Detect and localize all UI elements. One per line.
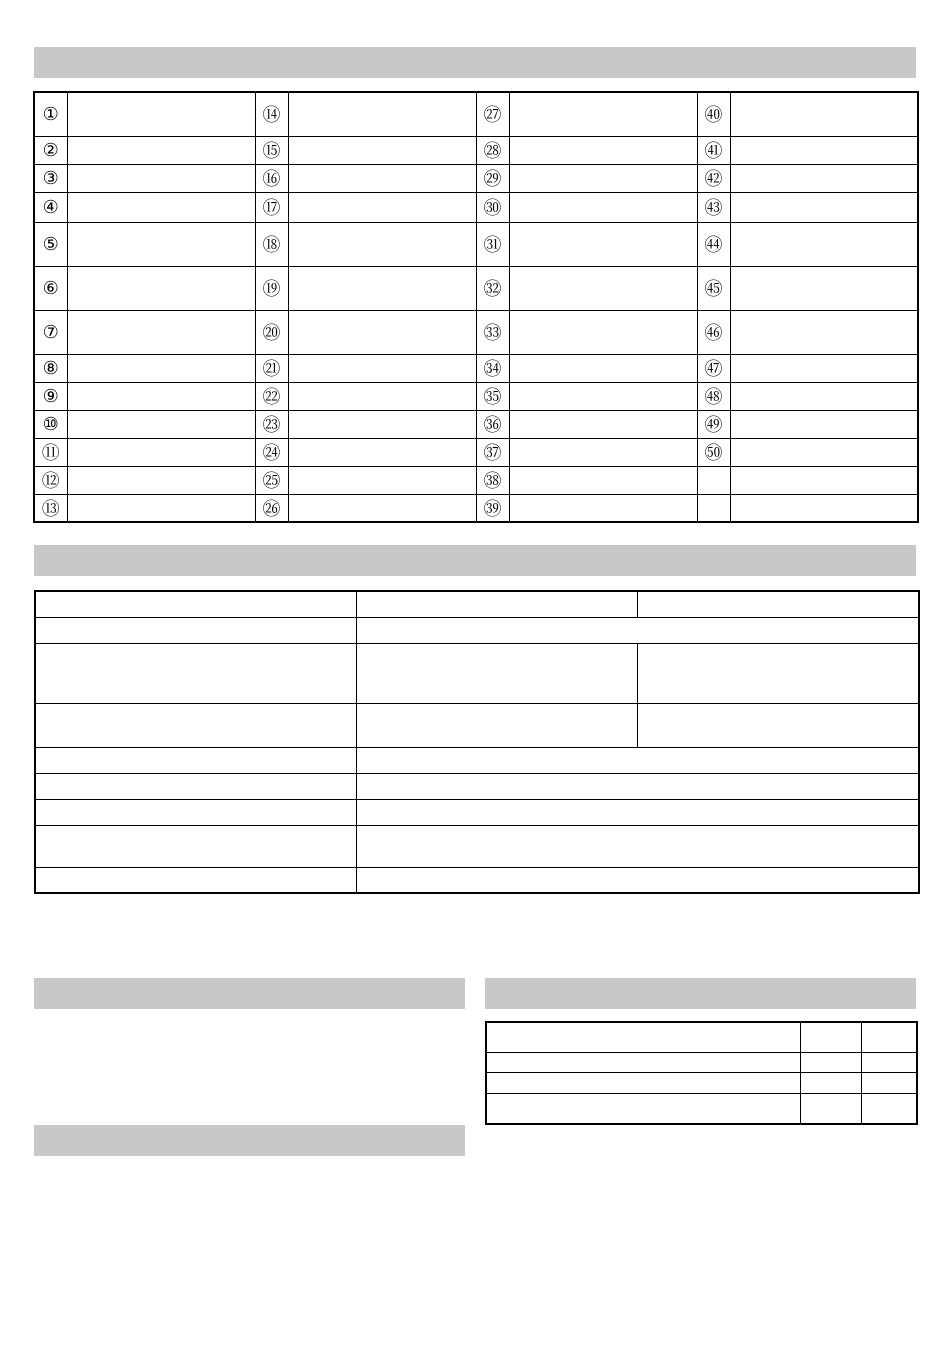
part-description (509, 222, 697, 266)
part-description (67, 192, 255, 222)
part-number: ㉟ (476, 382, 509, 410)
right-section-header-bar (485, 978, 916, 1009)
specifications-table (34, 590, 920, 894)
part-description (288, 494, 476, 522)
spec-label-cell (35, 867, 356, 893)
part-number: ⑥ (34, 266, 67, 310)
part-number: ㉜ (476, 266, 509, 310)
part-number: ㉘ (476, 136, 509, 164)
parts-list-row (34, 92, 918, 136)
part-number: ㊹ (697, 222, 730, 266)
spec-value-cell (356, 617, 919, 643)
small-table-cell (861, 1022, 917, 1053)
small-table-cell (861, 1093, 917, 1124)
part-number: ㊺ (697, 266, 730, 310)
small-table-cell (800, 1093, 861, 1124)
parts-list-header-bar (34, 47, 916, 78)
part-description (67, 222, 255, 266)
part-description (730, 92, 918, 136)
spec-row (35, 799, 919, 825)
spec-label-cell (35, 703, 356, 747)
spec-label-cell (35, 591, 356, 617)
spec-value-cell (356, 591, 637, 617)
spec-label-cell (35, 617, 356, 643)
spec-row (35, 773, 919, 799)
left-lower-section-header-bar (34, 1125, 465, 1156)
small-table-cell (486, 1073, 800, 1093)
part-number: ⑰ (255, 192, 288, 222)
parts-list-row (34, 136, 918, 164)
small-table-cell (861, 1073, 917, 1093)
part-description (509, 382, 697, 410)
parts-list-row (34, 466, 918, 494)
spec-row (35, 867, 919, 893)
spec-value-cell (356, 643, 637, 703)
small-table-cell (486, 1093, 800, 1124)
part-number: ㊾ (697, 410, 730, 438)
spec-row (35, 825, 919, 867)
part-number (697, 494, 730, 522)
part-number: ㉗ (476, 92, 509, 136)
part-description (67, 494, 255, 522)
part-number: ㉔ (255, 438, 288, 466)
part-number: ㉝ (476, 310, 509, 354)
parts-list-row (34, 192, 918, 222)
part-description (288, 222, 476, 266)
parts-list-row (34, 382, 918, 410)
part-description (288, 92, 476, 136)
part-description (67, 164, 255, 192)
part-description (67, 382, 255, 410)
part-number: ㊸ (697, 192, 730, 222)
part-number: ⑲ (255, 266, 288, 310)
part-description (509, 354, 697, 382)
part-description (730, 354, 918, 382)
part-number: ⑱ (255, 222, 288, 266)
parts-list-row (34, 410, 918, 438)
part-number (697, 466, 730, 494)
part-number: ㉖ (255, 494, 288, 522)
part-description (730, 382, 918, 410)
part-description (288, 164, 476, 192)
part-description (67, 438, 255, 466)
part-description (67, 354, 255, 382)
small-table-row (486, 1093, 917, 1124)
parts-list-row (34, 164, 918, 192)
parts-list-row (34, 354, 918, 382)
spec-value-cell (637, 703, 919, 747)
spec-value-cell (356, 747, 919, 773)
spec-row (35, 617, 919, 643)
spec-value-cell (356, 799, 919, 825)
part-description (730, 164, 918, 192)
part-number: ⑦ (34, 310, 67, 354)
spec-label-cell (35, 825, 356, 867)
part-description (67, 410, 255, 438)
parts-list-row (34, 266, 918, 310)
parts-list-body (34, 92, 918, 522)
part-number: ⑯ (255, 164, 288, 192)
part-number: ② (34, 136, 67, 164)
parts-list-row (34, 310, 918, 354)
part-description (730, 192, 918, 222)
left-section-header-bar (34, 978, 465, 1009)
spec-value-cell (637, 591, 919, 617)
small-table-row (486, 1073, 917, 1093)
part-number: ㊳ (476, 466, 509, 494)
spec-value-cell (356, 867, 919, 893)
spec-row (35, 747, 919, 773)
part-number: ⑨ (34, 382, 67, 410)
part-number: ㉕ (255, 466, 288, 494)
part-description (288, 310, 476, 354)
part-description (730, 310, 918, 354)
part-description (288, 382, 476, 410)
part-description (67, 266, 255, 310)
part-number: ㊷ (697, 164, 730, 192)
part-number: ㉓ (255, 410, 288, 438)
part-description (67, 466, 255, 494)
part-description (288, 466, 476, 494)
small-table-cell (486, 1053, 800, 1073)
part-description (67, 92, 255, 136)
part-description (509, 466, 697, 494)
small-table-cell (486, 1022, 800, 1053)
spec-label-cell (35, 773, 356, 799)
part-number: ㊶ (697, 136, 730, 164)
part-number: ⑫ (34, 466, 67, 494)
part-number: ㊴ (476, 494, 509, 522)
spec-row (35, 591, 919, 617)
part-number: ③ (34, 164, 67, 192)
part-number: ⑩ (34, 410, 67, 438)
spec-row (35, 643, 919, 703)
spec-row (35, 703, 919, 747)
part-number: ⑬ (34, 494, 67, 522)
part-description (509, 164, 697, 192)
spec-value-cell (356, 773, 919, 799)
spec-label-cell (35, 643, 356, 703)
part-description (288, 266, 476, 310)
small-table-cell (800, 1053, 861, 1073)
spec-label-cell (35, 747, 356, 773)
part-description (730, 136, 918, 164)
part-number: ⑮ (255, 136, 288, 164)
part-description (730, 494, 918, 522)
part-number: ㉑ (255, 354, 288, 382)
part-description (730, 438, 918, 466)
part-description (288, 438, 476, 466)
parts-list-row (34, 438, 918, 466)
part-description (288, 136, 476, 164)
part-description (730, 410, 918, 438)
part-description (67, 310, 255, 354)
part-description (288, 354, 476, 382)
part-number: ⑤ (34, 222, 67, 266)
part-number: ㊼ (697, 354, 730, 382)
spec-value-cell (356, 703, 637, 747)
part-description (67, 136, 255, 164)
small-table-row (486, 1053, 917, 1073)
part-number: ④ (34, 192, 67, 222)
part-number: ㊲ (476, 438, 509, 466)
part-number: ① (34, 92, 67, 136)
part-description (509, 92, 697, 136)
part-number: ㉙ (476, 164, 509, 192)
part-number: ㉛ (476, 222, 509, 266)
part-number: ㉚ (476, 192, 509, 222)
parts-list-row (34, 494, 918, 522)
small-table-cell (861, 1053, 917, 1073)
small-table-row (486, 1022, 917, 1053)
part-description (509, 310, 697, 354)
part-description (509, 494, 697, 522)
part-number: ㊽ (697, 382, 730, 410)
part-description (730, 222, 918, 266)
part-description (509, 410, 697, 438)
part-number: ㊿ (697, 438, 730, 466)
part-number: ⑭ (255, 92, 288, 136)
part-description (509, 136, 697, 164)
part-number: ㉞ (476, 354, 509, 382)
part-number: ㉒ (255, 382, 288, 410)
part-number: ⑪ (34, 438, 67, 466)
part-description (509, 192, 697, 222)
specifications-header-bar (34, 545, 916, 576)
part-number: ⑧ (34, 354, 67, 382)
small-table (485, 1021, 918, 1125)
parts-list-table (33, 91, 919, 523)
part-description (288, 192, 476, 222)
part-number: ㊻ (697, 310, 730, 354)
part-description (509, 438, 697, 466)
part-number: ㊵ (697, 92, 730, 136)
parts-list-row (34, 222, 918, 266)
spec-value-cell (356, 825, 919, 867)
small-table-cell (800, 1073, 861, 1093)
spec-label-cell (35, 799, 356, 825)
part-description (730, 266, 918, 310)
part-number: ⑳ (255, 310, 288, 354)
part-number: ㊱ (476, 410, 509, 438)
part-description (730, 466, 918, 494)
spec-value-cell (637, 643, 919, 703)
part-description (509, 266, 697, 310)
small-table-cell (800, 1022, 861, 1053)
part-description (288, 410, 476, 438)
